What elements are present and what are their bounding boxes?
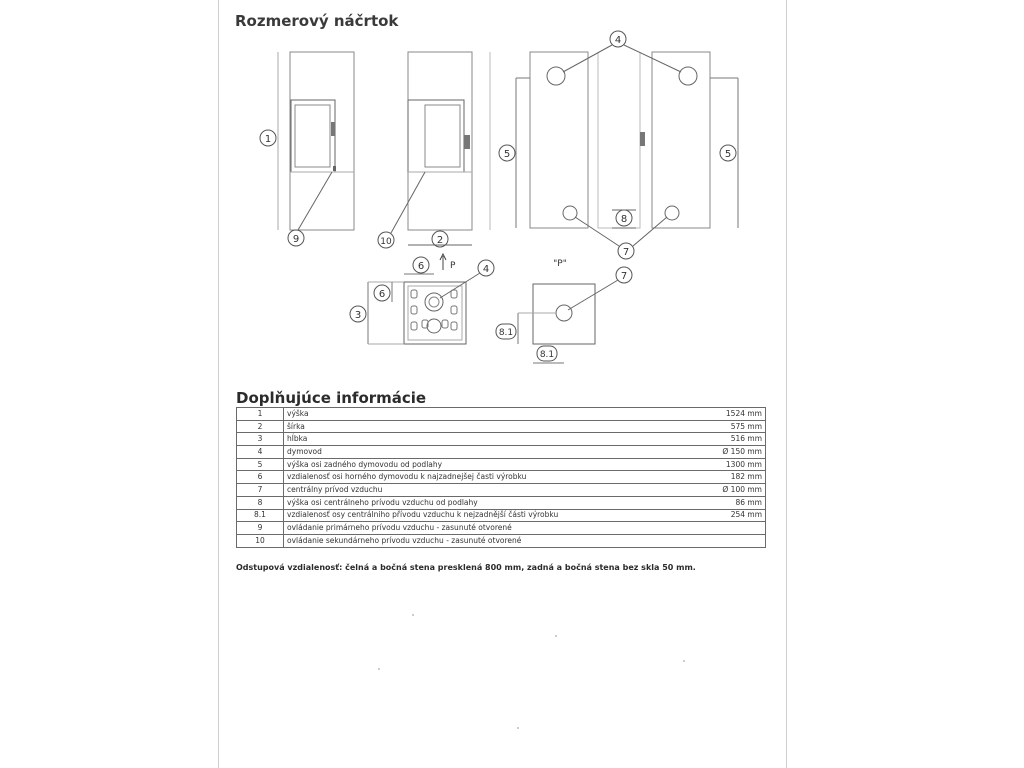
table-row: 10 ovládanie sekundárneho prívodu vzduchu - zasunuté otvorené — [237, 534, 766, 547]
callout-1: 1 — [264, 134, 272, 145]
callout-8-1-left: 8.1 — [498, 328, 514, 338]
specs-table — [236, 407, 766, 548]
scan-speck — [555, 635, 557, 637]
table-row: 2 šírka 575 mm — [237, 420, 766, 433]
p-view-label: "P" — [553, 259, 567, 269]
rear-view-right — [598, 52, 738, 228]
table-row: 5 výška osi zadného dymovodu od podlahy 1300 mm — [237, 458, 766, 471]
scan-speck — [412, 614, 414, 616]
callout-8-1-bottom: 8.1 — [539, 350, 555, 360]
table-row: 3 hĺbka 516 mm — [237, 433, 766, 446]
rear-callouts — [563, 31, 681, 259]
table-row: 6 vzdialenosť osi horného dymovodu k najzadnejšej časti výrobku 182 mm — [237, 471, 766, 484]
rear-view-left — [499, 52, 588, 228]
side-view — [378, 52, 490, 271]
callout-2: 2 — [436, 235, 444, 246]
info-heading: Doplňujúce informácie — [236, 389, 427, 407]
callout-7-rear: 7 — [622, 247, 630, 258]
callout-5-left: 5 — [503, 149, 511, 160]
sketch-heading: Rozmerový náčrtok — [235, 12, 399, 30]
callout-6-top: 6 — [417, 261, 425, 272]
callout-7-p: 7 — [620, 271, 628, 282]
callout-6-left: 6 — [378, 289, 386, 300]
callout-4-top: 4 — [614, 35, 622, 46]
callout-5-right: 5 — [724, 149, 732, 160]
top-view — [350, 257, 494, 344]
table-row: 7 centrálny prívod vzduchu Ø 100 mm — [237, 484, 766, 497]
callout-4-top-view: 4 — [482, 264, 490, 275]
p-arrow-label: P — [450, 261, 456, 271]
callout-9: 9 — [292, 234, 300, 245]
callout-10: 10 — [380, 237, 392, 247]
table-row: 1 výška 1524 mm — [237, 408, 766, 421]
table-row: 8.1 vzdialenosť osy centrálniho přívodu vzduchu k nejzadnější části výrobku 254 mm — [237, 509, 766, 522]
scan-speck — [378, 668, 380, 670]
callout-8: 8 — [620, 214, 628, 225]
scan-speck — [517, 727, 519, 729]
table-row: 9 ovládanie primárneho prívodu vzduchu - zasunuté otvorené — [237, 522, 766, 535]
table-row: 4 dymovod Ø 150 mm — [237, 446, 766, 459]
clearance-note: Odstupová vzdialenosť: čelná a bočná stena presklená 800 mm, zadná a bočná stena bez skla 50 mm. — [236, 563, 696, 572]
p-view — [496, 259, 632, 363]
table-row: 8 výška osi centrálneho prívodu vzduchu od podlahy 86 mm — [237, 496, 766, 509]
callout-3: 3 — [354, 310, 362, 321]
scan-speck — [683, 660, 685, 662]
front-view — [260, 52, 354, 246]
